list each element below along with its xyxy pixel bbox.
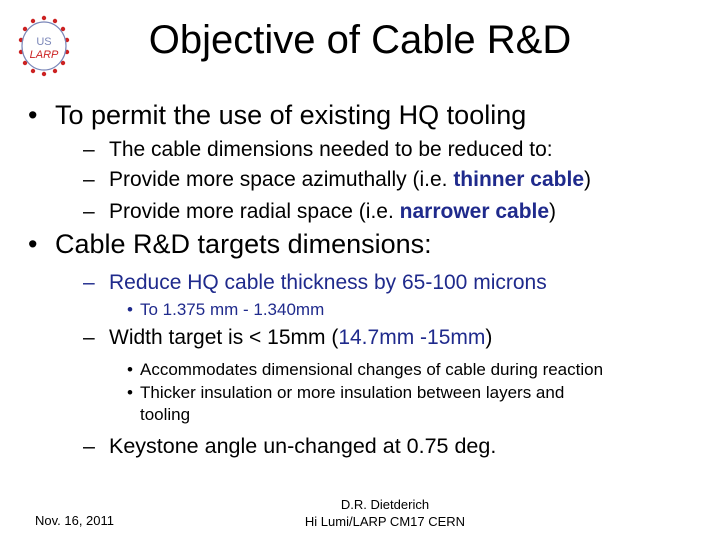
bullet-marker: •	[28, 100, 38, 130]
bullet-text: To permit the use of existing HQ tooling	[55, 100, 527, 130]
subbullet-marker: –	[83, 434, 95, 458]
page-title: Objective of Cable R&D	[148, 18, 572, 62]
logo-line2: LARP	[29, 49, 59, 61]
logo-line1: US	[36, 36, 52, 48]
subsubbullet-marker: •	[127, 360, 133, 379]
subbullet-text-post: )	[584, 168, 592, 191]
subsubbullet-marker: •	[127, 383, 133, 402]
subsubbullet-text-continued: tooling	[140, 405, 191, 424]
subsubbullet-text: To 1.375 mm - 1.340mm	[140, 300, 325, 319]
bullet-marker: •	[28, 229, 38, 259]
subbullet-text: Keystone angle un-changed at 0.75 deg.	[109, 434, 497, 458]
emphasis-narrower-cable: narrower cable	[399, 200, 550, 223]
subbullet-text-pre: Provide more space azimuthally (i.e.	[109, 168, 454, 191]
subsubbullet-text: Accommodates dimensional changes of cable during reaction	[140, 360, 604, 379]
subbullet-marker: –	[83, 168, 95, 191]
subbullet-text-pre: Width target is < 15mm (	[109, 326, 339, 349]
subsubbullet-marker: •	[127, 300, 133, 319]
subbullet-text: Reduce HQ cable thickness by 65-100 microns	[109, 271, 547, 294]
footer-date: Nov. 16, 2011	[35, 513, 115, 528]
subbullet-marker: –	[83, 326, 95, 349]
subbullet-text-pre: Provide more radial space (i.e.	[109, 200, 400, 223]
emphasis-thinner-cable: thinner cable	[453, 168, 585, 191]
bullet-text: Cable R&D targets dimensions:	[55, 229, 432, 259]
subbullet-text: The cable dimensions needed to be reduced to:	[109, 138, 553, 161]
subbullet-marker: –	[83, 138, 95, 161]
footer-author: D.R. Dietderich	[340, 497, 430, 512]
subbullet-text-post: )	[485, 326, 493, 349]
subbullet-marker: –	[83, 271, 95, 294]
footer-event: Hi Lumi/LARP CM17 CERN	[304, 514, 466, 529]
subbullet-marker: –	[83, 200, 95, 223]
subbullet-line	[109, 167, 591, 193]
subsubbullet-text: Thicker insulation or more insulation between layers and	[140, 383, 565, 402]
emphasis-width-range: 14.7mm -15mm	[338, 326, 486, 349]
subbullet-line	[109, 199, 556, 225]
subbullet-line	[109, 325, 492, 351]
subbullet-text-post: )	[549, 200, 557, 223]
